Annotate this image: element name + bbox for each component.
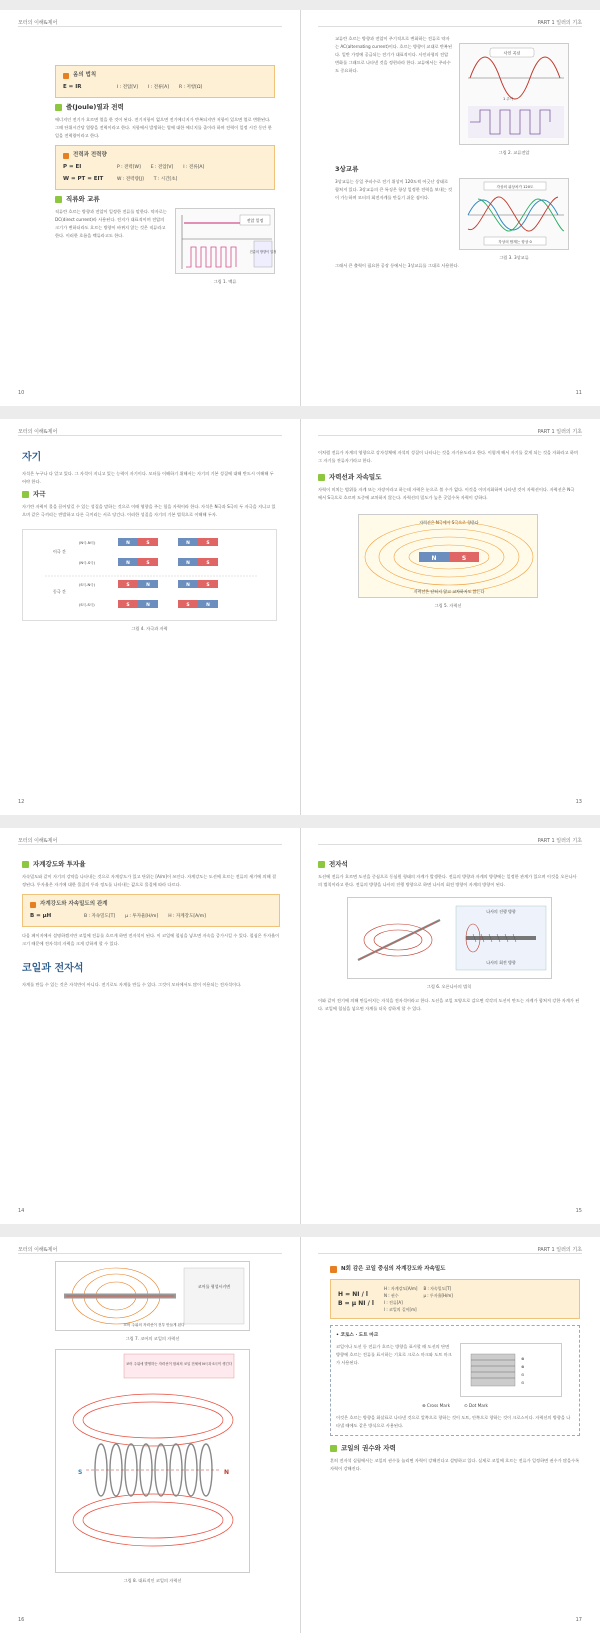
perm-formula: B = μH <box>30 913 52 919</box>
figure-label: 이극 간 <box>53 549 66 554</box>
note-text: 코일이나 도선 등 전류가 흐르는 방향을 표시할 때 도선의 단면 방향에 흐르는 전류를 표시하는 기호로 크로스 마크와 도트 마크가 사용된다. <box>336 1344 452 1365</box>
perm-var: μ : 투자율[H/m] <box>125 914 159 919</box>
running-header-left: 모터의 이해&제어 <box>18 1247 58 1253</box>
figure-label: 사인 곡선 <box>503 50 521 56</box>
figure-caption: 그림 8. 대표적인 코일의 자력선 <box>123 1578 182 1583</box>
page-12 <box>22 449 277 633</box>
perm-var: B : 자속밀도[T] <box>84 914 116 919</box>
svg-text:(S극-N극): (S극-N극) <box>79 583 96 587</box>
page-number: 14 <box>18 1208 25 1214</box>
power-var: P : 전력[W] <box>117 165 141 170</box>
figure-caption: 그림 1. 맥류 <box>213 279 237 284</box>
svg-text:S: S <box>206 561 210 566</box>
svg-text:S: S <box>126 603 130 608</box>
power-var: E : 전압[V] <box>150 165 174 170</box>
page-number: 15 <box>575 1208 582 1214</box>
figure-label: 자력선은 N극에서 S극으로 향한다 <box>419 520 479 525</box>
svg-text:S: S <box>206 541 210 546</box>
coil-formula: H = NI / l <box>338 1291 368 1298</box>
coil-var: μ : 투자율[H/m] <box>423 1293 453 1298</box>
body-text: 이와 같이 전기에 의해 만들어지는 자석을 전자석이라고 한다. 도선을 코일 모양으로 감으면 각각의 도선이 만드는 자계가 합쳐져 강한 자계가 된다. 코일에 철심을 넣으면 자계를 더욱 강하게 할 수 있다. <box>318 998 580 1011</box>
spread-2 <box>0 419 600 815</box>
svg-text:(N극-S극): (N극-S극) <box>79 561 96 565</box>
note-box <box>330 1325 580 1436</box>
page-14 <box>22 856 280 989</box>
body-text: 다음 페이지에서 설명하겠지만 코일에 전류를 흐르게 하면 전자석이 된다. 이 코일에 철심을 넣으면 자속을 증가시킬 수 있다. 철심은 투자율이 크기 때문에 전자석의 자력을 크게 강하게 할 수 있다. <box>22 933 280 946</box>
figure-caption: 그림 4. 자극과 자력 <box>131 626 168 631</box>
formula-box-title: 자계강도와 자속밀도의 관계 <box>30 900 272 909</box>
svg-text:N: N <box>186 583 190 588</box>
ohm-var: I : 전류[A] <box>148 85 169 90</box>
running-header-right: PART 1 일러의 기초 <box>537 429 582 435</box>
dot-mark-legend: ⊙ Dot Mark <box>464 1403 488 1408</box>
figure-caption: 그림 6. 오른나사의 법칙 <box>426 984 472 989</box>
figure-label: 나사의 진행 방향 <box>485 909 516 914</box>
section-heading: 3상교류 <box>335 165 359 173</box>
body-text: 3상교류는 동일 주파수로 전기 위상이 120도씩 어긋난 상태로 합쳐져 있다. 3상교류의 큰 특징은 항상 일정한 전력을 보내는 것이 가능하며 모터의 회전자계를 만들기 쉬운 점이다. <box>335 179 453 200</box>
figure-label: 각상의 합계는 항상 0 <box>498 239 532 244</box>
coil-formula: B = μ NI / l <box>338 1300 374 1307</box>
svg-text:S: S <box>186 603 190 608</box>
svg-text:N: N <box>206 603 210 608</box>
page-number: 17 <box>575 1617 582 1623</box>
svg-text:N: N <box>224 1469 230 1476</box>
page-16 <box>55 1261 250 1585</box>
body-text: 그래서 큰 출력이 필요한 공장 등에서는 3상교류를 그대로 사용한다. <box>335 263 459 268</box>
page-number: 11 <box>575 390 582 396</box>
figure-label: 자력선은 닫히지 않고 교차하지도 않는다 <box>413 589 485 594</box>
section-heading: 직류와 교류 <box>55 195 275 204</box>
svg-text:N: N <box>431 555 437 562</box>
coil-var: I : 전류[A] <box>383 1300 403 1305</box>
running-header-left: 모터의 이해&제어 <box>18 20 58 26</box>
figure-label: 동극 간 <box>53 589 66 594</box>
figure-cross-dot <box>460 1343 562 1397</box>
perm-var: H : 자계강도[A/m] <box>168 914 206 919</box>
chapter-title: 코일과 전자석 <box>22 963 84 974</box>
svg-text:S: S <box>126 583 130 588</box>
figure-label: 전류의 방향이 일정 <box>249 250 276 254</box>
page-13 <box>318 449 578 610</box>
body-text: 자석은 누구나 다 알고 있다. 그 자석이 지니고 있는 능력이 자기이다. 모터를 이해하기 위해서는 자기의 기본 성질에 대해 반드시 이해해 두어야 한다. <box>22 471 274 484</box>
power-var: W : 전력량[J] <box>117 177 144 182</box>
coil-var: N : 권수 <box>383 1293 399 1298</box>
page-11 <box>335 35 570 270</box>
figure-poles <box>22 529 277 621</box>
running-header-right: PART 1 일러의 기초 <box>537 838 582 844</box>
figure-coil-core <box>55 1261 250 1331</box>
svg-text:N: N <box>146 583 150 588</box>
power-formula-box <box>55 145 275 190</box>
svg-text:S: S <box>206 583 210 588</box>
svg-text:⊙: ⊙ <box>521 1372 525 1377</box>
svg-text:N: N <box>146 603 150 608</box>
svg-text:N: N <box>186 561 190 566</box>
section-heading: 자극 <box>22 490 277 499</box>
figure-field-lines <box>358 514 538 598</box>
figure-label: 1 주기 <box>502 97 514 101</box>
section-heading: 자계강도와 투자율 <box>22 860 280 869</box>
svg-text:⊗: ⊗ <box>521 1364 525 1369</box>
running-header-left: 모터의 이해&제어 <box>18 838 58 844</box>
power-formula: P = EI <box>63 164 82 170</box>
figure-caption: 그림 3. 3상교류 <box>499 255 529 260</box>
figure-label: 코어를 형성시키면 <box>197 1284 231 1289</box>
power-box-title: 전력과 전력량 <box>63 151 267 160</box>
power-var: T : 시간[초] <box>153 177 178 182</box>
page-10 <box>55 60 275 286</box>
chapter-title: 자기 <box>22 452 42 463</box>
figure-ac-voltage <box>459 43 569 145</box>
figure-label: 전압 일정 <box>246 218 264 223</box>
section-heading: 자력선과 자속밀도 <box>318 473 578 482</box>
svg-text:⊙: ⊙ <box>521 1380 525 1385</box>
svg-text:S: S <box>78 1469 83 1476</box>
figure-solenoid <box>55 1349 250 1573</box>
svg-text:N: N <box>126 541 130 546</box>
ohm-var: I : 전압[V] <box>117 85 138 90</box>
power-var: I : 전류[A] <box>183 165 205 170</box>
svg-text:⊗: ⊗ <box>521 1356 525 1361</box>
figure-caption: 그림 7. 코어의 코일의 자력선 <box>125 1336 180 1341</box>
page-number: 12 <box>18 799 25 805</box>
coil-var: H : 자계강도[A/m] <box>383 1286 418 1291</box>
svg-text:S: S <box>146 561 150 566</box>
body-text: 자기란 자력이 물을 끌어당길 수 있는 성질을 말하는 것으로 이때 영향을 주는 힘을 자력이라 한다. 자석은 N극과 S극의 두 자극을 지니고 있으며 같은 극끼리는 반발하고 다른 극끼리는 서로 당긴다. 이러한 성질을 자기의 기본 법칙으로 이해해 두자. <box>22 504 276 517</box>
body-text: 자속밀도와 같이 자기의 강약을 나타내는 것으로 자계강도가 있고 단위는 [A/m]이 쓰인다. 자계강도는 도선에 흐르는 전류의 세기에 의해 결정된다. 투자율은 자기에 대한 물질의 투과 정도를 나타내는 값으로 물질에 따라 다르다. <box>22 874 277 887</box>
spread-3 <box>0 828 600 1224</box>
section-heading: 줄(Joule)열과 전력 <box>55 103 275 112</box>
figure-caption: 그림 2. 교류전압 <box>498 150 530 155</box>
figure-label: 각상의 위상차가 120도 <box>496 184 534 189</box>
svg-text:(S극-S극): (S극-S극) <box>79 603 95 607</box>
figure-pulsating-current <box>175 208 275 274</box>
section-heading: N회 감은 코일 중심의 자계강도와 자속밀도 <box>330 1265 580 1274</box>
svg-text:S: S <box>146 541 150 546</box>
page-15 <box>318 856 580 1013</box>
note-title: • 코로스 · 도트 마크 <box>336 1333 379 1338</box>
coil-formula-box <box>330 1279 580 1319</box>
body-text: 에너지인 전기가 흐르면 열을 한 것이 된다. 전기저항이 없으면 전기에너지가 반복되지만 저항이 있으면 열로 변환된다. 그때 단위시간당 열량을 전력이라고 한다. 저항에서 발생하는 열에 대한 에너지를 줄이라 하며 전력이 일정 시간 동안 한 일을 전력량이라고 한다. <box>55 117 272 138</box>
body-text: 흔히 전자석 실험에서는 코일의 권수를 늘리면 자력이 강해진다고 설명하고 있다. 실제로 코일에 흐르는 전류가 일정하면 권수가 많을수록 자력이 강해진다. <box>330 1458 580 1471</box>
cross-mark-legend: ⊗ Cross Mark <box>422 1403 451 1408</box>
svg-text:(N극-N극): (N극-N극) <box>79 541 96 545</box>
running-header-right: PART 1 일러의 기초 <box>537 20 582 26</box>
svg-text:N: N <box>126 561 130 566</box>
coil-var: B : 자속밀도[T] <box>423 1286 452 1291</box>
ohm-formula-box <box>55 65 275 98</box>
svg-text:S: S <box>461 555 467 562</box>
running-header-left: 모터의 이해&제어 <box>18 429 58 435</box>
page-17 <box>330 1261 580 1473</box>
body-text: 자력이 미치는 범위를 자계 또는 자장이라고 하는데 자력은 눈으로 볼 수가 없다. 이것을 이미지화하여 나타낸 것이 자력선이다. 자력선은 N극에서 S극으로 흐르며 도중에 교차하지 않는다. 자력선의 밀도가 높은 곳일수록 자력이 강하다. <box>318 487 575 500</box>
figure-label: 코어 주위에 발생하는 자력선이 합쳐져 코일 전체에 N극과 S극이 생긴다 <box>125 1362 233 1366</box>
body-text: 이처럼 전류가 자계의 영향으로 강자성체에 자석의 성질이 나타나는 것을 자기유도라고 한다. 이렇게 해서 자기를 갖게 되는 것을 자화라고 하며 그 자기를 잔류자기라고 한다. <box>318 450 578 463</box>
note-text: 이것은 흐르는 방향을 화살표로 나타낸 것으로 앞쪽으로 향하는 것이 도트, 안쪽으로 향하는 것이 크로스이다. 자력선의 방향을 나타낼 때에도 같은 방식으로 사용된다. <box>336 1415 571 1428</box>
page-number: 16 <box>18 1617 25 1623</box>
svg-text:N: N <box>186 541 190 546</box>
ohm-formula: E = IR <box>63 84 82 90</box>
section-heading: 코일의 권수와 자력 <box>330 1444 580 1453</box>
figure-right-hand-screw <box>347 897 552 979</box>
figure-label: 코어 주위의 자력선이 전부 만들게 된다 <box>123 1323 185 1327</box>
figure-label: 나사의 회전 방향 <box>485 960 516 965</box>
permeability-formula-box <box>22 894 280 927</box>
body-text: 도선에 전류가 흐르면 도선을 중심으로 동심원 형태의 자계가 발생한다. 전류의 방향과 자계의 방향에는 일정한 관계가 있으며 이것을 오른나사의 법칙이라고 한다. 전류의 방향을 나사의 진행 방향으로 하면 나사의 회전 방향이 자계의 방향이 된다. <box>318 874 577 887</box>
page-number: 13 <box>575 799 582 805</box>
ohm-var: R : 저항[Ω] <box>179 85 203 90</box>
page-number: 10 <box>18 390 25 396</box>
running-header-right: PART 1 일러의 기초 <box>537 1247 582 1253</box>
coil-var: l : 코일의 길이[m] <box>383 1307 417 1312</box>
body-text: 자계를 만들 수 있는 것은 자석만이 아니다. 전기로도 자계를 만들 수 있다. 그것이 모터에서도 많이 이용되는 전자석이다. <box>22 982 242 987</box>
spread-1 <box>0 10 600 406</box>
figure-three-phase <box>459 178 569 250</box>
spread-4 <box>0 1237 600 1633</box>
body-text: 직류란 흐르는 방향과 전압이 일정한 전류를 말한다. 약자로는 DC(direct current)라 사용된다. 전지가 대표적이며 전압의 크기가 변하더라도 흐르는 방향이 바뀌지 않는 것은 직류라고 한다. 이러한 흐름을 맥류라고도 한다. <box>55 209 167 238</box>
ohm-box-title: 옴의 법칙 <box>63 71 267 80</box>
body-text: 교류란 흐르는 방향과 전압이 주기적으로 변화하는 전류로 약자는 AC(alternating current)이다. 흐르는 방향이 교대로 반복된다. 일반 가정에 공급되는 전기가 대표적이다. 사인파형의 전압 변화를 그래프로 나타낸 것을 정현파라 한다. 교류에서는 주파수도 중요하다. <box>335 36 453 73</box>
section-heading: 전자석 <box>318 860 580 869</box>
figure-caption: 그림 5. 자력선 <box>434 603 462 608</box>
energy-formula: W = PT = EIT <box>63 176 104 182</box>
